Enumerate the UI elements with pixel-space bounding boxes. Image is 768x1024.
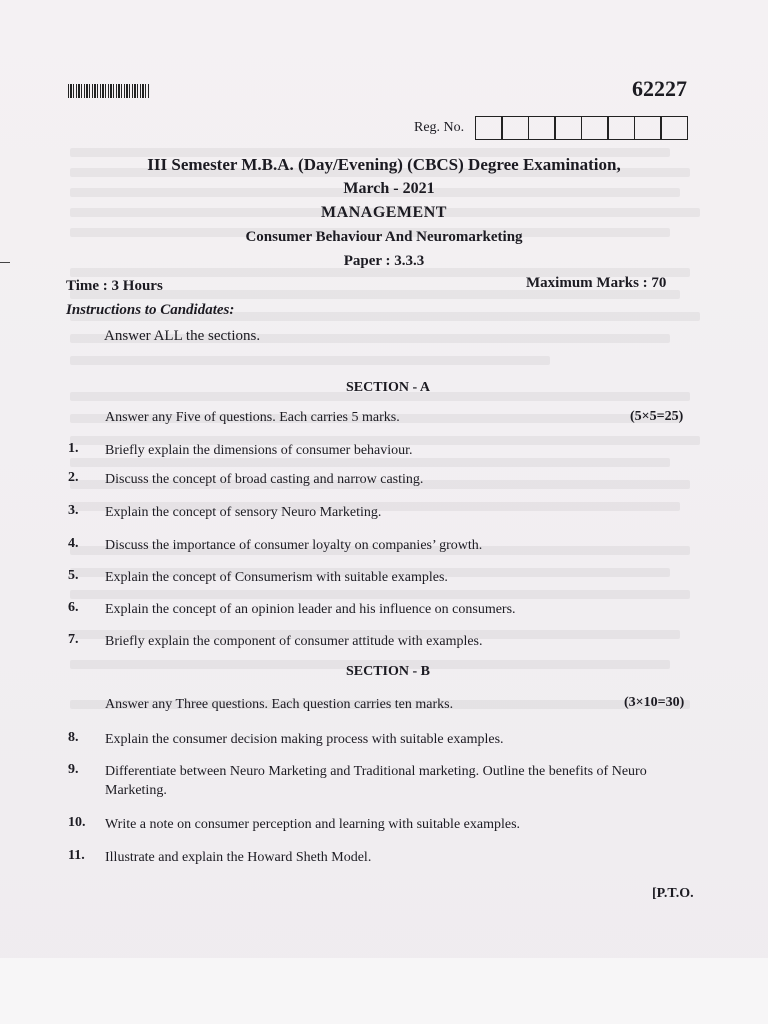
pto-marker: [P.T.O. [652,886,694,901]
section-b-instruction: Answer any Three questions. Each question carries ten marks. [105,697,454,712]
question-text: Explain the concept of an opinion leader and his influence on consumers. [105,602,516,617]
question-text: Differentiate between Neuro Marketing and Traditional marketing. Outline the benefits of Neuro Marketing. [105,764,647,798]
question-text: Explain the concept of Consumerism with suitable examples. [105,570,448,585]
course-title: Consumer Behaviour And Neuromarketing [245,229,523,245]
question-text: Explain the consumer decision making process with suitable examples. [105,732,504,747]
question-text: Briefly explain the dimensions of consumer behaviour. [105,443,413,458]
question-number: 5. [68,568,79,583]
question-number: 10. [68,815,86,830]
question-text: Briefly explain the component of consumer attitude with examples. [105,634,483,649]
question-number: 9. [68,762,79,777]
reg-no-label: Reg. No. [414,120,465,135]
question-number: 11. [68,848,85,863]
barcode [68,84,150,98]
question-number: 3. [68,503,79,518]
general-instruction: Answer ALL the sections. [104,328,261,344]
reg-box [660,116,688,140]
paper-code: 62227 [632,76,687,101]
reg-box [528,116,556,140]
section-a-instruction: Answer any Five of questions. Each carries 5 marks. [105,410,400,425]
question-text: Discuss the concept of broad casting and narrow casting. [105,472,424,487]
section-b-marks: (3×10=30) [624,695,685,710]
exam-title: III Semester M.B.A. (Day/Evening) (CBCS) Degree Examination, [147,155,621,174]
time-allowed: Time : 3 Hours [66,278,163,294]
exam-date: March - 2021 [343,180,435,197]
subject-area: MANAGEMENT [321,204,447,221]
page-bottom-edge [0,958,768,1024]
question-text: Write a note on consumer perception and learning with suitable examples. [105,817,521,832]
reg-box [634,116,662,140]
question-text: Explain the concept of sensory Neuro Marketing. [105,505,382,520]
reg-box [554,116,582,140]
question-number: 8. [68,730,79,745]
section-a-marks: (5×5=25) [630,409,684,424]
reg-box [581,116,609,140]
question-text: Illustrate and explain the Howard Sheth Model. [105,850,372,865]
section-b-heading: SECTION - B [345,664,431,679]
question-text: Discuss the importance of consumer loyalty on companies’ growth. [105,538,483,553]
reg-box [607,116,635,140]
reg-no-boxes [476,116,688,140]
question-number: 1. [68,441,79,456]
question-number: 2. [68,470,79,485]
question-number: 7. [68,632,79,647]
instructions-heading: Instructions to Candidates: [66,302,235,318]
maximum-marks: Maximum Marks : 70 [526,275,667,291]
section-a-heading: SECTION - A [345,380,431,395]
paper-number: Paper : 3.3.3 [343,253,425,269]
question-number: 6. [68,600,79,615]
reg-box [501,116,529,140]
question-number: 4. [68,536,79,551]
reg-box [475,116,503,140]
